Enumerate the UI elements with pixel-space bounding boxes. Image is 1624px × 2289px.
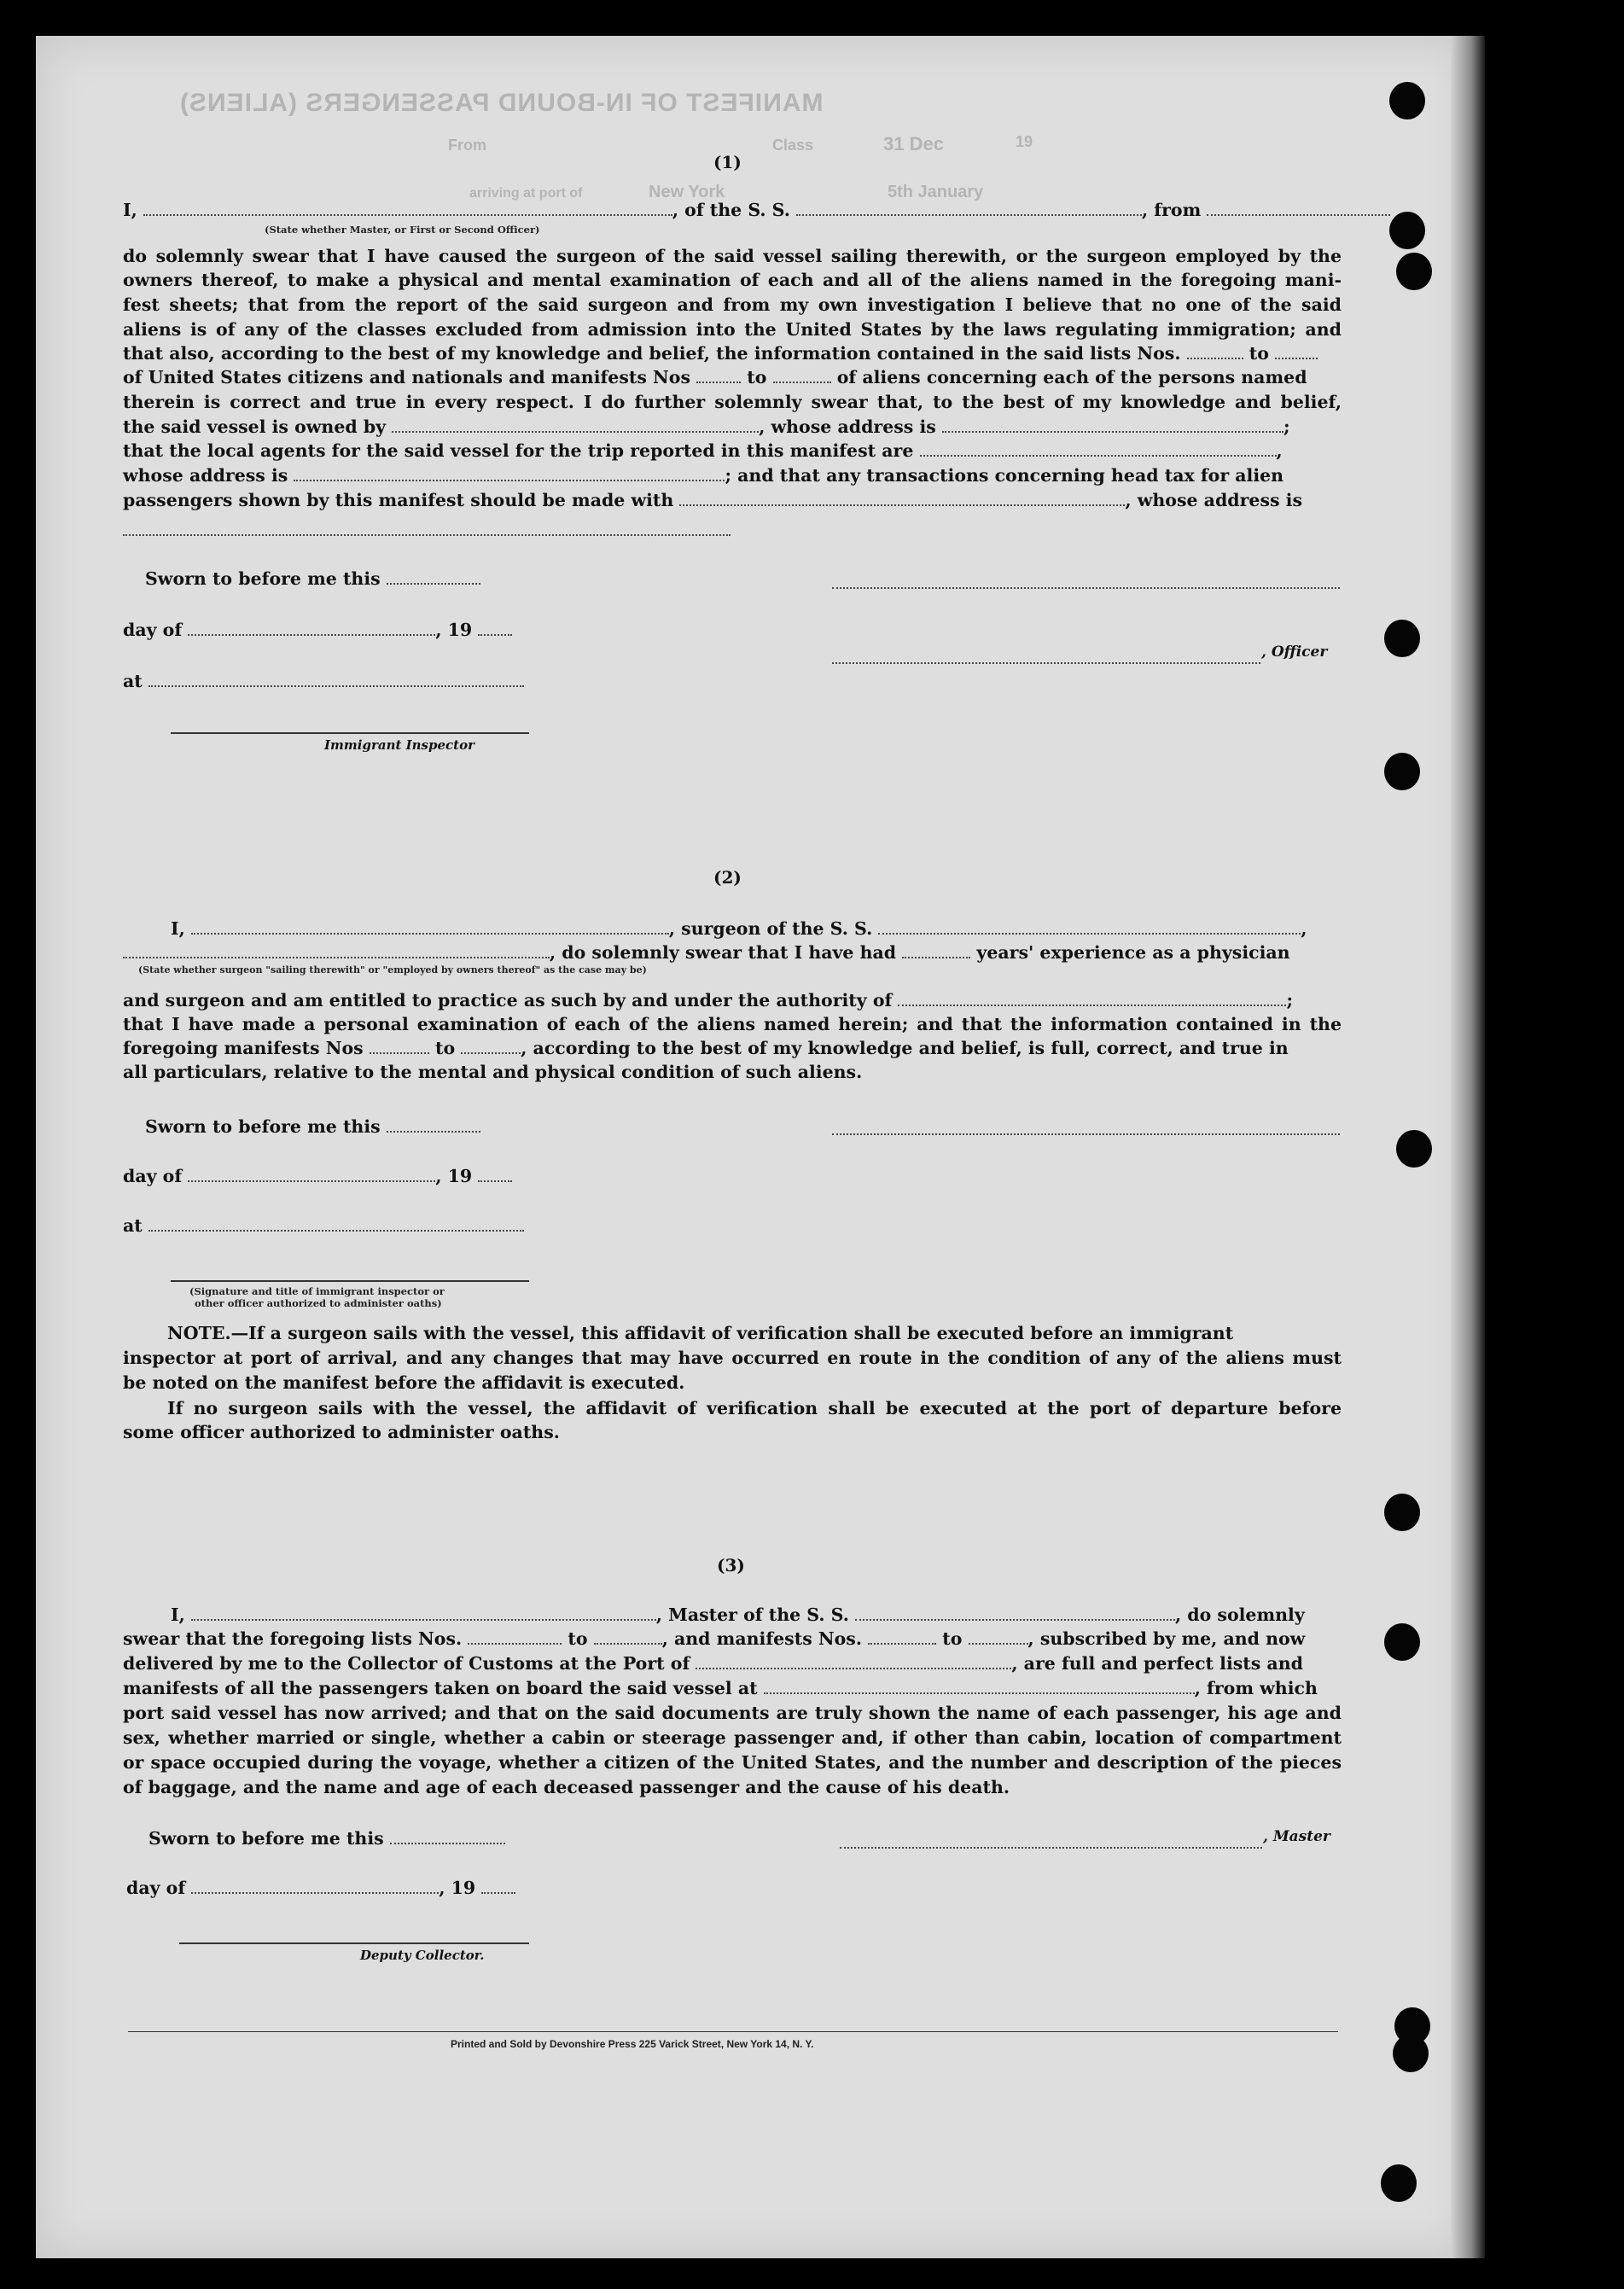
s2-p3 bbox=[123, 1036, 1342, 1060]
punch-hole bbox=[1381, 2164, 1417, 2202]
s1-p5-to: to bbox=[1249, 343, 1269, 364]
s1-p9-comma: , bbox=[1276, 440, 1283, 461]
s3-line3 bbox=[123, 1651, 1342, 1675]
s1-line1 bbox=[123, 198, 1342, 222]
s1-made-with: passengers shown by this manifest should be made with bbox=[123, 490, 674, 510]
s2-years-text: years' experience as a physician bbox=[976, 942, 1290, 963]
s2-at bbox=[123, 1214, 524, 1238]
s1-p6-tail: of aliens concerning each of the persons named bbox=[836, 367, 1307, 387]
s2-to: to bbox=[434, 1038, 456, 1058]
s2-surgeon-signature-line bbox=[832, 1133, 1340, 1135]
s1-continuation-line bbox=[123, 534, 731, 536]
s3-lists-from-field[interactable] bbox=[468, 1628, 562, 1645]
s1-p5-text: that also, according to the best of my knowledge and belief, the information contained in the said lists Nos. bbox=[123, 343, 1181, 364]
s3-i: I, bbox=[171, 1605, 185, 1625]
s2-years-field[interactable] bbox=[902, 941, 970, 958]
s2-sig-1: (Signature and title of immigrant inspector or bbox=[189, 1285, 445, 1297]
s3-master-label: , Master bbox=[1263, 1828, 1330, 1845]
s1-officer-label: , Officer bbox=[1261, 644, 1328, 661]
s3-p6: sex, whether married or single, whether a cabin or steerage passenger and, if other than cabin, location of compartment bbox=[123, 1727, 1342, 1748]
s1-agents-address-field[interactable] bbox=[294, 464, 725, 481]
s3-p5: port said vessel has now arrived; and that on the said documents are truly shown the name of each passenger, his age and bbox=[123, 1703, 1342, 1723]
s1-manifests-from-field[interactable] bbox=[696, 366, 741, 383]
s3-to-1: to bbox=[568, 1628, 588, 1649]
s3-manifests-all: manifests of all the passengers taken on board the said vessel at bbox=[123, 1678, 758, 1698]
s3-from-which: , from which bbox=[1194, 1678, 1318, 1698]
s1-from-port-field[interactable] bbox=[1207, 199, 1390, 216]
s1-year-field[interactable] bbox=[478, 619, 512, 636]
s2-year: , 19 bbox=[435, 1166, 473, 1186]
s1-inspector-label: Immigrant Inspector bbox=[324, 737, 474, 753]
s2-surgeon-type-field[interactable] bbox=[123, 941, 550, 958]
section-3-number: (3) bbox=[717, 1555, 745, 1576]
note-3: be noted on the manifest before the affidavit is executed. bbox=[123, 1372, 685, 1393]
s1-owner-field[interactable] bbox=[392, 416, 759, 433]
punch-hole bbox=[1396, 1130, 1432, 1168]
s3-line2 bbox=[123, 1627, 1342, 1651]
s1-dayof-field[interactable] bbox=[188, 619, 435, 636]
s2-inspector-line bbox=[171, 1280, 529, 1282]
s3-embark-port-field[interactable] bbox=[764, 1677, 1195, 1694]
note-2: inspector at port of arrival, and any changes that may have occurred en route in the condition of any of the aliens must bbox=[123, 1348, 1342, 1368]
s1-p4: aliens is of any of the classes excluded from admission into the United States by the laws regulating immigration; and bbox=[123, 319, 1342, 340]
s2-surgeon-name-field[interactable] bbox=[191, 917, 669, 935]
s2-ship-field[interactable] bbox=[878, 917, 1301, 935]
s1-at bbox=[123, 669, 524, 693]
s3-collector-line bbox=[179, 1942, 529, 1944]
bleed-port: New York bbox=[649, 183, 725, 201]
s1-owned-by: the said vessel is owned by bbox=[123, 416, 387, 437]
s1-p2: owners thereof, to make a physical and mental examination of each and all of the aliens named in the foregoing mani- bbox=[123, 270, 1342, 290]
s1-sworn-text: Sworn to before me this bbox=[145, 568, 381, 589]
s2-sworn bbox=[145, 1115, 480, 1139]
s2-surgeon-of: , surgeon of the S. S. bbox=[668, 918, 873, 939]
s1-p10 bbox=[123, 463, 1342, 487]
s2-sworn-text: Sworn to before me this bbox=[145, 1116, 381, 1137]
s3-dayof bbox=[126, 1876, 515, 1900]
s3-port-field[interactable] bbox=[696, 1652, 1011, 1669]
s3-sworn bbox=[148, 1826, 505, 1850]
s2-at-field[interactable] bbox=[148, 1214, 524, 1232]
s2-line1 bbox=[171, 917, 1342, 941]
bleed-title: MANIFEST OF IN-BOUND PASSENGERS (ALIENS) bbox=[179, 89, 824, 117]
page-edge-shadow bbox=[1451, 36, 1485, 2258]
s1-officer-signature-line bbox=[832, 587, 1340, 589]
bleed-arriving: arriving at port of bbox=[469, 186, 583, 201]
s2-comma: , bbox=[1301, 918, 1307, 939]
section-2-number: (2) bbox=[713, 867, 742, 888]
s1-officer-name-field[interactable] bbox=[143, 199, 672, 216]
s1-officer-line bbox=[832, 662, 1260, 664]
s3-swear-lists: swear that the foregoing lists Nos. bbox=[123, 1628, 463, 1649]
s1-headtax-text: ; and that any transactions concerning head tax for alien bbox=[725, 465, 1284, 486]
s1-ofss: , of the S. S. bbox=[672, 200, 790, 220]
s1-sworn bbox=[145, 567, 480, 591]
s3-master-name-field[interactable] bbox=[191, 1604, 656, 1621]
s1-p3: fest sheets; that from the report of the said surgeon and from my own investigation I believe that no one of the said bbox=[123, 294, 1342, 315]
s3-year-field[interactable] bbox=[481, 1877, 515, 1894]
s2-dayof bbox=[123, 1164, 512, 1188]
s1-ship-name-field[interactable] bbox=[796, 199, 1142, 216]
note-label: NOTE. bbox=[167, 1323, 231, 1343]
punch-hole bbox=[1396, 253, 1432, 290]
s1-agents-field[interactable] bbox=[920, 440, 1277, 457]
s3-full-perfect: , are full and perfect lists and bbox=[1011, 1653, 1303, 1674]
s1-at-text: at bbox=[123, 671, 143, 691]
s1-p6-to: to bbox=[747, 367, 767, 387]
s1-sworn-day-field[interactable] bbox=[387, 568, 480, 585]
s1-i: I, bbox=[123, 200, 137, 220]
s1-headtax-agent-field[interactable] bbox=[679, 489, 1125, 506]
s3-solemnly: , do solemnly bbox=[1175, 1605, 1305, 1625]
s3-dayof-text: day of bbox=[126, 1878, 186, 1898]
s1-note: (State whether Master, or First or Second Officer) bbox=[265, 224, 540, 236]
s2-authority-field[interactable] bbox=[898, 989, 1286, 1006]
s1-p5 bbox=[123, 341, 1342, 365]
s3-subscribed: , subscribed by me, and now bbox=[1027, 1628, 1306, 1649]
printer-credit: Printed and Sold by Devonshire Press 225 Varick Street, New York 14, N. Y. bbox=[451, 2038, 814, 2050]
s1-owner-address-label: , whose address is bbox=[759, 416, 936, 437]
note-5: some officer authorized to administer oaths. bbox=[123, 1422, 560, 1442]
section-1-number: (1) bbox=[713, 152, 742, 172]
s1-from: , from bbox=[1142, 200, 1202, 220]
s2-year-field[interactable] bbox=[478, 1165, 512, 1182]
punch-hole bbox=[1384, 620, 1420, 657]
s1-inspector-line bbox=[171, 732, 529, 734]
s2-i: I, bbox=[171, 918, 185, 939]
note-1-text: —If a surgeon sails with the vessel, this affidavit of verification shall be executed before an immigrant bbox=[230, 1323, 1234, 1343]
s1-dayof bbox=[123, 618, 512, 642]
s1-owner-address-field[interactable] bbox=[942, 416, 1283, 433]
s1-year: , 19 bbox=[435, 620, 473, 640]
s3-p8: of baggage, and the name and age of each deceased passenger and the cause of his death. bbox=[123, 1777, 1010, 1797]
s2-p1-semicolon: ; bbox=[1286, 990, 1294, 1011]
s2-manifests-to-field[interactable] bbox=[461, 1037, 521, 1054]
s2-manifests-from-field[interactable] bbox=[370, 1037, 429, 1054]
s2-p4: all particulars, relative to the mental and physical condition of such aliens. bbox=[123, 1062, 863, 1082]
s3-year: , 19 bbox=[439, 1878, 476, 1898]
s1-agents-text: that the local agents for the said vessel for the trip reported in this manifest are bbox=[123, 440, 914, 461]
s3-line4 bbox=[123, 1676, 1342, 1700]
note-4: If no surgeon sails with the vessel, the affidavit of verification shall be executed at the port of departure before bbox=[167, 1398, 1342, 1418]
s3-master-signature-line bbox=[840, 1847, 1262, 1849]
s3-p7: or space occupied during the voyage, whether a citizen of the United States, and the number and description of the pieces bbox=[123, 1752, 1342, 1773]
punch-hole bbox=[1384, 1494, 1420, 1531]
s2-manifests-text: foregoing manifests Nos bbox=[123, 1038, 364, 1058]
s2-p2: that I have made a personal examination of each of the aliens named herein; and that the information contained in the bbox=[123, 1014, 1342, 1034]
s1-p9 bbox=[123, 439, 1342, 463]
s1-p1: do solemnly swear that I have caused the surgeon of the said vessel sailing therewith, or the surgeon employed by the bbox=[123, 246, 1342, 266]
s3-ship-field[interactable] bbox=[855, 1604, 1175, 1621]
s1-p6-text: of United States citizens and nationals and manifests Nos bbox=[123, 367, 690, 387]
s3-sworn-text: Sworn to before me this bbox=[148, 1828, 384, 1849]
footer-rule bbox=[128, 2031, 1338, 2032]
bleed-class: Class bbox=[772, 137, 814, 154]
s3-manifests-to-field[interactable] bbox=[969, 1628, 1028, 1645]
s2-authority-text: and surgeon and am entitled to practice as such by and under the authority of bbox=[123, 990, 893, 1011]
punch-hole bbox=[1389, 82, 1425, 119]
s1-p11 bbox=[123, 488, 1342, 512]
punch-hole bbox=[1384, 1623, 1420, 1661]
s1-lists-to-field[interactable] bbox=[1275, 342, 1318, 359]
s1-p8-semicolon: ; bbox=[1283, 416, 1290, 437]
s3-collector-label: Deputy Collector. bbox=[360, 1948, 485, 1963]
s2-sig-2: other officer authorized to administer oaths) bbox=[195, 1297, 442, 1309]
s1-manifests-to-field[interactable] bbox=[773, 366, 831, 383]
s1-lists-from-field[interactable] bbox=[1187, 342, 1243, 359]
s1-headtax-address-label: , whose address is bbox=[1125, 490, 1303, 510]
s2-swear: , do solemnly swear that I have had bbox=[550, 942, 897, 963]
s3-line1 bbox=[171, 1603, 1342, 1627]
bleed-from: From bbox=[448, 137, 486, 154]
bleed-year: 19 bbox=[1016, 133, 1033, 150]
s3-master-of: , Master of the S. S. bbox=[655, 1605, 849, 1625]
s2-line2 bbox=[123, 941, 1342, 964]
punch-hole bbox=[1389, 212, 1425, 249]
bleed-date: 31 Dec bbox=[883, 133, 944, 154]
s2-according: , according to the best of my knowledge and belief, is full, correct, and true in bbox=[521, 1038, 1289, 1058]
note-1 bbox=[167, 1321, 1342, 1345]
s1-p6 bbox=[123, 365, 1342, 389]
s2-note: (State whether surgeon "sailing therewith" or "employed by owners thereof" as the case may be) bbox=[138, 964, 647, 976]
s2-dayof-field[interactable] bbox=[188, 1165, 435, 1182]
s3-and-manifests: , and manifests Nos. bbox=[661, 1628, 862, 1649]
punch-hole bbox=[1384, 753, 1420, 790]
s3-to-2: to bbox=[942, 1628, 963, 1649]
s1-p8 bbox=[123, 415, 1342, 439]
s1-agents-address-label: whose address is bbox=[123, 465, 288, 486]
s2-at-text: at bbox=[123, 1215, 143, 1236]
s3-delivered: delivered by me to the Collector of Customs at the Port of bbox=[123, 1653, 690, 1674]
s1-dayof-text: day of bbox=[123, 620, 183, 640]
s3-sworn-day-field[interactable] bbox=[390, 1827, 505, 1844]
s2-p1 bbox=[123, 988, 1342, 1012]
s1-at-field[interactable] bbox=[148, 670, 524, 687]
s3-dayof-field[interactable] bbox=[191, 1877, 439, 1894]
punch-hole bbox=[1393, 2035, 1429, 2072]
s3-manifests-from-field[interactable] bbox=[868, 1628, 936, 1645]
bleed-arrival-date: 5th January bbox=[888, 183, 984, 201]
s2-dayof-text: day of bbox=[123, 1166, 183, 1186]
s2-sworn-day-field[interactable] bbox=[387, 1115, 480, 1133]
s3-lists-to-field[interactable] bbox=[594, 1628, 662, 1645]
s1-p7: therein is correct and true in every respect. I do further solemnly swear that, to the best of my knowledge and belief, bbox=[123, 392, 1342, 412]
